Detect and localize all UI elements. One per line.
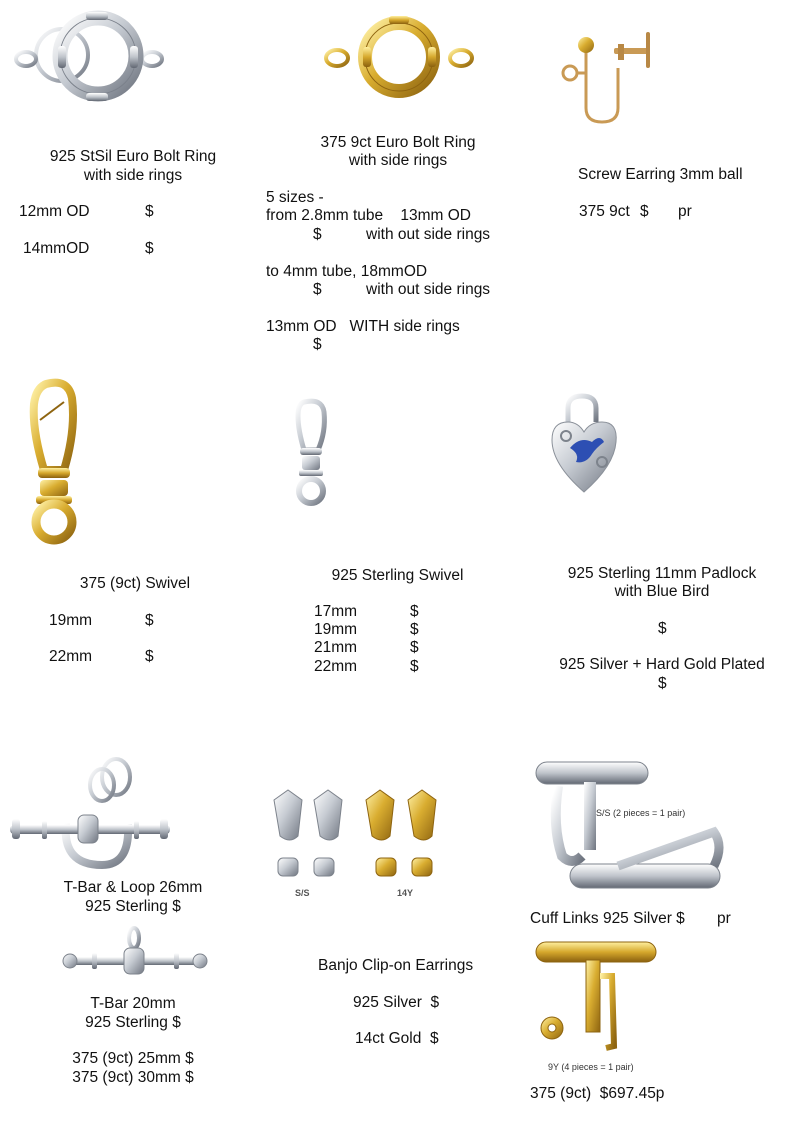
swivel-gold-size-22: 22mm <box>49 648 93 665</box>
euro-silver-title-line2: with side rings <box>83 167 183 184</box>
euro-gold-price-18: $ <box>313 281 322 298</box>
cufflinks-gold-caption: 9Y (4 pieces = 1 pair) <box>548 1062 634 1072</box>
cufflinks-silver-unit: pr <box>717 910 731 927</box>
silver-euro-bolt-ring-icon <box>14 8 169 108</box>
t-bar-icon <box>60 924 210 978</box>
tbar-title-line1: T-Bar 20mm <box>90 995 176 1012</box>
swivel-silver-size: 21mm <box>314 639 358 656</box>
swivel-silver-title: 925 Sterling Swivel <box>331 567 464 584</box>
padlock-gold-plated-variant: 925 Silver + Hard Gold Plated <box>559 656 765 673</box>
euro-gold-title-line1: 375 9ct Euro Bolt Ring <box>320 134 476 151</box>
euro-gold-note-13: with out side rings <box>366 226 491 243</box>
euro-gold-title-line2: with side rings <box>348 152 448 169</box>
cufflinks-silver-title: Cuff Links 925 Silver $ <box>530 910 685 927</box>
euro-gold-sizes-line: 5 sizes - <box>266 189 324 206</box>
banjo-clip-earrings-icon <box>268 786 448 886</box>
swivel-silver-price: $ <box>410 603 419 620</box>
swivel-silver-price: $ <box>410 658 419 675</box>
screw-earring-unit: pr <box>678 203 692 220</box>
banjo-title: Banjo Clip-on Earrings <box>318 957 474 974</box>
screw-earring-title: Screw Earring 3mm ball <box>578 166 743 183</box>
swivel-silver-size: 19mm <box>314 621 358 638</box>
euro-silver-title-line1: 925 StSil Euro Bolt Ring <box>49 148 217 165</box>
swivel-silver-size: 17mm <box>314 603 358 620</box>
tbar-25mm-line: 375 (9ct) 25mm $ <box>72 1050 194 1067</box>
tbar-title-line2: 925 Sterling $ <box>85 1014 181 1031</box>
euro-gold-13mm-line: from 2.8mm tube 13mm OD <box>266 207 471 224</box>
heart-padlock-bluebird-icon <box>546 392 622 496</box>
euro-gold-note-18: with out side rings <box>366 281 491 298</box>
tbar-loop-title-line1: T-Bar & Loop 26mm <box>63 879 203 896</box>
swivel-gold-size-19: 19mm <box>49 612 93 629</box>
screw-earring-icon <box>556 18 661 128</box>
gold-cufflinks-icon <box>530 936 670 1058</box>
padlock-price-silver: $ <box>658 620 667 637</box>
cufflinks-gold-price-line: 375 (9ct) $697.45p <box>530 1085 665 1102</box>
swivel-gold-title: 375 (9ct) Swivel <box>79 575 191 592</box>
banjo-label-ss: S/S <box>295 888 310 898</box>
tbar-30mm-line: 375 (9ct) 30mm $ <box>72 1069 194 1086</box>
swivel-silver-price: $ <box>410 621 419 638</box>
padlock-price-gold-plated: $ <box>658 675 667 692</box>
gold-euro-bolt-ring-icon <box>323 12 475 104</box>
banjo-gold-line: 14ct Gold $ <box>355 1030 439 1047</box>
euro-gold-with-rings-line: 13mm OD WITH side rings <box>266 318 460 335</box>
t-bar-loop-icon <box>6 755 176 873</box>
euro-silver-price-14: $ <box>145 240 154 257</box>
padlock-title-line1: 925 Sterling 11mm Padlock <box>567 565 757 582</box>
swivel-silver-price: $ <box>410 639 419 656</box>
swivel-silver-size: 22mm <box>314 658 358 675</box>
euro-gold-18mm-line: to 4mm tube, 18mmOD <box>266 263 428 280</box>
swivel-gold-price-22: $ <box>145 648 154 665</box>
screw-earring-metal: 375 9ct <box>579 203 630 220</box>
cufflinks-silver-caption: S/S (2 pieces = 1 pair) <box>596 808 686 818</box>
banjo-silver-line: 925 Silver $ <box>353 994 440 1011</box>
euro-silver-size-12: 12mm OD <box>19 203 90 220</box>
euro-silver-size-14: 14mmOD <box>23 240 90 257</box>
screw-earring-price: $ <box>640 203 649 220</box>
padlock-title-line2: with Blue Bird <box>614 583 710 600</box>
euro-gold-price-with-rings: $ <box>313 336 322 353</box>
euro-gold-price-13: $ <box>313 226 322 243</box>
swivel-gold-price-19: $ <box>145 612 154 629</box>
tbar-loop-title-line2: 925 Sterling $ <box>85 898 181 915</box>
gold-swivel-icon <box>24 380 84 546</box>
silver-swivel-icon <box>290 398 332 508</box>
euro-silver-price-12: $ <box>145 203 154 220</box>
silver-cufflinks-icon <box>528 756 728 896</box>
banjo-label-14y: 14Y <box>397 888 414 898</box>
